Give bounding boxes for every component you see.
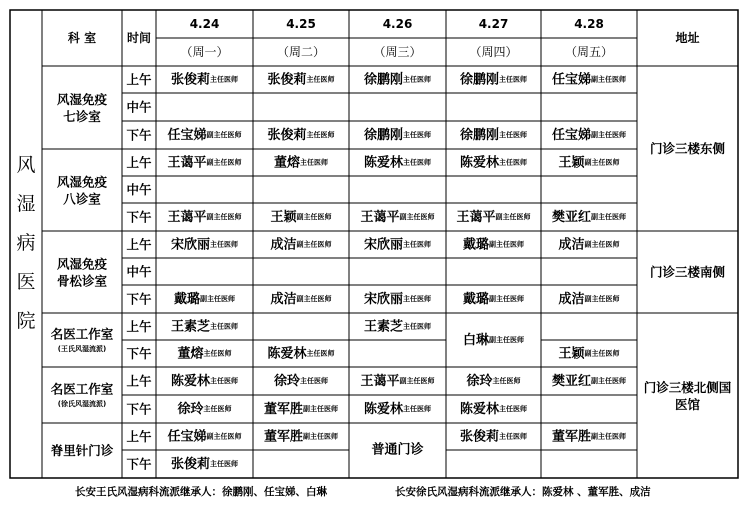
doctor-title: 主任医师 [403,405,432,413]
doctor-title: 副主任医师 [584,349,620,358]
doctor-entry [264,428,338,444]
doctor-name: 徐鹏刚 [460,127,500,143]
doctor-title: 主任医师 [210,75,239,84]
department-school: (王氏风湿流派) [57,345,107,353]
doctor-name: 徐鹏刚 [364,127,404,143]
doctor-name: 陈爱林 [267,346,307,361]
doctor-name: 张俊莉 [171,456,211,472]
doctor-title: 副主任医师 [206,432,242,441]
doctor-name: 徐玲 [177,401,204,417]
footer-left-successors: 长安王氏风湿病科流派继承人：徐鹏刚、任宝娣、白琳 [75,486,327,498]
doctor-title: 主任医师 [306,131,335,139]
doctor-entry [178,401,232,417]
doctor-name: 成洁 [270,291,297,307]
doctor-name: 任宝娣 [552,127,592,143]
doctor-name: 张俊莉 [460,429,500,444]
doctor-title: 主任医师 [306,349,335,358]
weekday-header: （周五） [564,45,614,59]
doctor-entry [460,127,527,143]
doctor-entry [271,236,332,252]
department-school: (徐氏风湿流派) [57,400,107,408]
doctor-name: 任宝娣 [552,72,592,87]
doctor-entry [168,209,242,225]
doctor-entry [364,291,431,307]
doctor-title: 副主任医师 [591,213,627,221]
doctor-title: 副主任医师 [591,377,627,385]
doctor-entry [457,209,531,225]
doctor-title: 副主任医师 [591,75,627,84]
slot-label: 下午 [126,456,152,472]
doctor-title: 副主任医师 [591,131,627,139]
doctor-name: 徐鹏刚 [460,72,500,87]
doctor-name: 宋欣丽 [364,291,404,307]
slot-label: 下午 [126,401,152,417]
doctor-title: 主任医师 [403,240,432,249]
department-name: 风湿免疫 [56,92,108,107]
department-name: 风湿免疫 [56,256,108,272]
doctor-title: 主任医师 [499,158,528,167]
slot-label: 上午 [126,237,152,252]
doctor-title: 主任医师 [306,75,335,84]
doctor-name: 董熔 [274,155,301,170]
doctor-title: 主任医师 [499,75,528,84]
slot-label: 上午 [126,319,152,334]
doctor-title: 主任医师 [403,295,432,303]
doctor-entry [559,291,620,307]
doctor-name: 王蔼平 [456,209,496,225]
doctor-title: 副主任医师 [206,131,242,139]
doctor-entry [361,209,435,225]
doctor-entry [552,373,626,389]
doctor-name: 王颖 [558,346,585,361]
doctor-title: 副主任医师 [303,405,339,413]
doctor-entry [559,236,620,252]
slot-label: 中午 [126,99,152,115]
doctor-name: 宋欣丽 [364,237,404,252]
doctor-entry [171,318,238,334]
doctor-name: 陈爱林 [460,155,500,170]
department-header: 科 室 [67,31,97,45]
hospital-char: 院 [16,310,36,332]
doctor-name: 樊亚红 [552,373,592,389]
hospital-char: 风 [16,154,36,176]
address-text: 医馆 [674,397,701,412]
doctor-name: 王颖 [270,209,297,225]
doctor-entry [274,154,328,170]
doctor-title: 主任医师 [403,322,432,331]
doctor-name: 王颖 [558,155,585,170]
doctor-name: 王蔼平 [360,373,400,389]
doctor-name: 王素芝 [364,319,404,334]
department-name: 名医工作室 [50,381,114,397]
doctor-entry [364,401,431,417]
doctor-entry [364,318,431,334]
doctor-title: 副主任医师 [399,213,435,221]
doctor-title: 副主任医师 [584,295,620,303]
doctor-title: 主任医师 [203,405,232,413]
doctor-title: 主任医师 [403,75,432,84]
doctor-title: 主任医师 [210,240,239,249]
doctor-title: 主任医师 [499,432,528,441]
doctor-title: 主任医师 [300,377,329,385]
doctor-name: 白琳 [463,332,490,348]
doctor-name: 张俊莉 [171,72,211,87]
doctor-title: 副主任医师 [584,158,620,167]
department-name: 名医工作室 [50,326,114,342]
doctor-name: 陈爱林 [460,401,500,417]
doctor-entry [361,373,435,389]
doctor-entry [552,428,626,444]
doctor-entry [559,345,620,361]
doctor-name: 任宝娣 [167,429,207,444]
doctor-entry [274,373,328,389]
doctor-name: 成洁 [558,291,585,307]
doctor-entry [364,236,431,252]
doctor-title: 副主任医师 [399,377,435,385]
doctor-entry [364,154,431,170]
doctor-entry [463,236,524,252]
doctor-title: 主任医师 [203,349,232,358]
address-text: 门诊三楼北侧国 [643,380,732,395]
doctor-title: 主任医师 [499,131,528,139]
slot-label: 中午 [126,182,152,197]
footer-right-successors: 长安徐氏风湿病科流派继承人：陈爱林 、董军胜、成洁 [395,486,651,498]
doctor-entry [552,127,626,143]
doctor-name: 张俊莉 [267,127,307,143]
doctor-name: 戴璐 [463,291,490,307]
doctor-name: 成洁 [270,237,297,252]
doctor-entry [271,291,332,307]
doctor-name: 徐玲 [466,373,493,389]
doctor-entry [460,71,527,87]
doctor-entry [171,236,238,252]
weekday-header: （周一） [180,45,229,59]
doctor-name: 陈爱林 [364,155,404,170]
slot-label: 下午 [126,127,152,143]
doctor-entry [168,154,242,170]
address-text: 门诊三楼南侧 [649,264,726,280]
doctor-name: 樊亚红 [552,209,592,225]
doctor-title: 副主任医师 [489,295,525,303]
doctor-title: 副主任医师 [303,432,339,441]
doctor-entry [178,345,232,361]
doctor-name: 王蔼平 [167,155,207,170]
doctor-title: 副主任医师 [584,240,620,249]
weekday-header: （周二） [276,45,326,59]
date-header: 4.25 [286,17,316,31]
doctor-title: 副主任医师 [296,213,332,221]
doctor-entry [463,291,524,307]
doctor-entry [364,71,431,87]
doctor-entry [171,71,238,87]
doctor-name: 徐玲 [274,373,301,389]
address-header: 地址 [675,31,700,45]
doctor-entry [268,345,335,361]
doctor-name: 董军胜 [552,429,592,444]
doctor-title: 主任医师 [499,405,528,413]
address-text: 门诊三楼东侧 [649,141,726,156]
doctor-title: 副主任医师 [200,295,236,303]
doctor-entry [264,401,338,417]
doctor-name: 张俊莉 [267,72,307,87]
doctor-title: 主任医师 [300,158,329,167]
doctor-entry [364,127,431,143]
doctor-entry [271,209,332,225]
slot-label: 上午 [126,155,152,170]
doctor-name: 徐鹏刚 [364,72,404,87]
doctor-name: 王蔼平 [167,209,207,225]
slot-label: 中午 [126,264,152,279]
doctor-title: 主任医师 [403,131,432,139]
hospital-char: 湿 [16,193,36,215]
doctor-title: 主任医师 [403,158,432,167]
doctor-entry [171,456,238,472]
doctor-name: 陈爱林 [171,373,211,389]
department-name: 七诊室 [63,109,101,124]
date-header: 4.27 [478,17,509,31]
doctor-name: 陈爱林 [364,401,404,417]
doctor-name: 董熔 [177,346,204,361]
doctor-title: 主任医师 [210,322,239,331]
hospital-char: 医 [16,271,36,293]
doctor-entry [268,71,335,87]
slot-label: 下午 [126,209,152,225]
doctor-entry [268,127,335,143]
doctor-entry [174,291,235,307]
doctor-title: 副主任医师 [489,336,525,344]
time-header: 时间 [126,31,152,45]
doctor-entry [168,127,242,143]
doctor-title: 主任医师 [492,377,521,385]
doctor-name: 王蔼平 [360,209,400,225]
doctor-title: 副主任医师 [489,240,525,249]
doctor-entry [171,373,238,389]
doctor-name: 戴璐 [174,291,201,307]
doctor-title: 副主任医师 [206,158,242,167]
doctor-entry [552,71,626,87]
doctor-title: 副主任医师 [296,295,332,303]
doctor-entry [460,428,527,444]
department-name: 风湿免疫 [56,174,108,190]
doctor-entry [460,401,527,417]
doctor-entry [552,209,626,225]
date-header: 4.28 [574,17,604,31]
doctor-title: 副主任医师 [495,213,531,221]
doctor-title: 副主任医师 [591,432,627,441]
doctor-name: 董军胜 [264,401,304,417]
slot-label: 上午 [126,72,152,87]
general-clinic-label: 普通门诊 [371,442,424,458]
doctor-title: 主任医师 [210,377,239,385]
doctor-title: 主任医师 [210,460,239,468]
doctor-name: 任宝娣 [167,127,207,143]
hospital-char: 病 [16,232,36,254]
doctor-name: 王素芝 [171,319,211,334]
doctor-name: 宋欣丽 [171,237,211,252]
date-header: 4.26 [382,17,413,31]
weekday-header: （周三） [373,45,422,59]
doctor-name: 董军胜 [264,429,304,444]
department-name: 脊里针门诊 [50,443,114,458]
slot-label: 上午 [126,429,152,444]
slot-label: 上午 [126,373,152,389]
department-name: 八诊室 [63,191,101,207]
doctor-name: 戴璐 [463,237,490,252]
doctor-entry [168,428,242,444]
date-header: 4.24 [189,17,220,31]
doctor-entry [559,154,620,170]
slot-label: 下午 [126,291,152,307]
doctor-title: 副主任医师 [206,213,242,221]
doctor-title: 副主任医师 [296,240,332,249]
doctor-name: 成洁 [558,237,585,252]
weekday-header: （周四） [469,45,518,59]
doctor-entry [463,332,524,348]
slot-label: 下午 [126,346,152,361]
doctor-entry [460,154,527,170]
doctor-entry [467,373,521,389]
department-name: 骨松诊室 [56,273,108,289]
